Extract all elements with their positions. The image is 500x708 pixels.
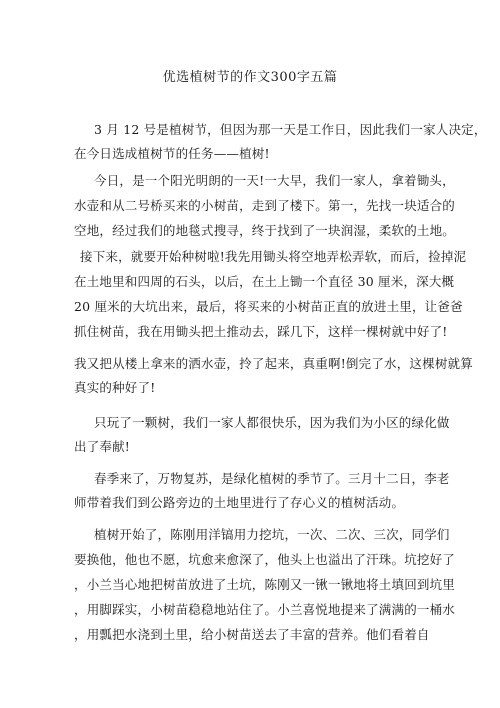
text-line: 20 厘米的大坑出来，最后，将买来的小树苗正直的放进土里，让爸爸 (74, 299, 463, 314)
text-line: 今日，是一个阳光明朗的一天!一大早，我们一家人，拿着锄头， (94, 173, 455, 188)
text-line: 接下来，就要开始种树啦!我先用锄头将空地弄松弄软，而后，捡掉泥 (80, 249, 467, 264)
text-line: 在今日选成植树节的任务——植树! (74, 146, 270, 161)
text-line: 只玩了一颗树，我们一家人都很快乐，因为我们为小区的绿化做 (94, 415, 450, 430)
text-line: 要换他，他也不愿，坑愈来愈深了，他头上也溢出了汗珠。坑挖好了 (74, 552, 456, 567)
text-line: ，用脚踩实，小树苗稳稳地站住了。小兰喜悦地提来了满满的一桶水 (74, 602, 456, 617)
text-line: 出了奉献! (74, 439, 131, 454)
text-line: ，用瓢把水浇到土里，给小树苗送去了丰富的营养。他们看着自 (74, 627, 430, 642)
text-line: 植树开始了，陈刚用洋镐用力挖坑，一次、二次、三次，同学们 (94, 527, 450, 542)
text-line: 在土地里和四周的石头，以后，在土上锄一个直径 30 厘米，深大概 (74, 274, 455, 289)
text-line: 真实的种好了! (74, 380, 156, 395)
text-line: 师带着我们到公路旁边的土地里进行了存心义的植树活动。 (74, 495, 405, 510)
text-line: 3 月 12 号是植树节，但因为那一天是工作日，因此我们一家人决定， (94, 122, 487, 137)
text-line: 空地，经过我们的地毯式搜寻，终于找到了一块润湿，柔软的土地。 (74, 223, 456, 238)
text-line: 抓住树苗，我在用锄头把土推动去，踩几下，这样一棵树就中好了! (74, 324, 448, 339)
text-line: 水壶和从二号桥买来的小树苗，走到了楼下。第一，先找一块适合的 (74, 198, 456, 213)
text-line: 我又把从楼上拿来的洒水壶，拎了起来，真重啊!倒完了水，这棵树就算 (74, 356, 473, 371)
text-line: 春季来了，万物复苏，是绿化植树的季节了。三月十二日，李老 (94, 471, 450, 486)
document-title: 优选植树节的作文300字五篇 (162, 70, 338, 85)
text-line: ，小兰当心地把树苗放进了土坑，陈刚又一锹一锹地将土填回到坑里 (74, 577, 456, 592)
